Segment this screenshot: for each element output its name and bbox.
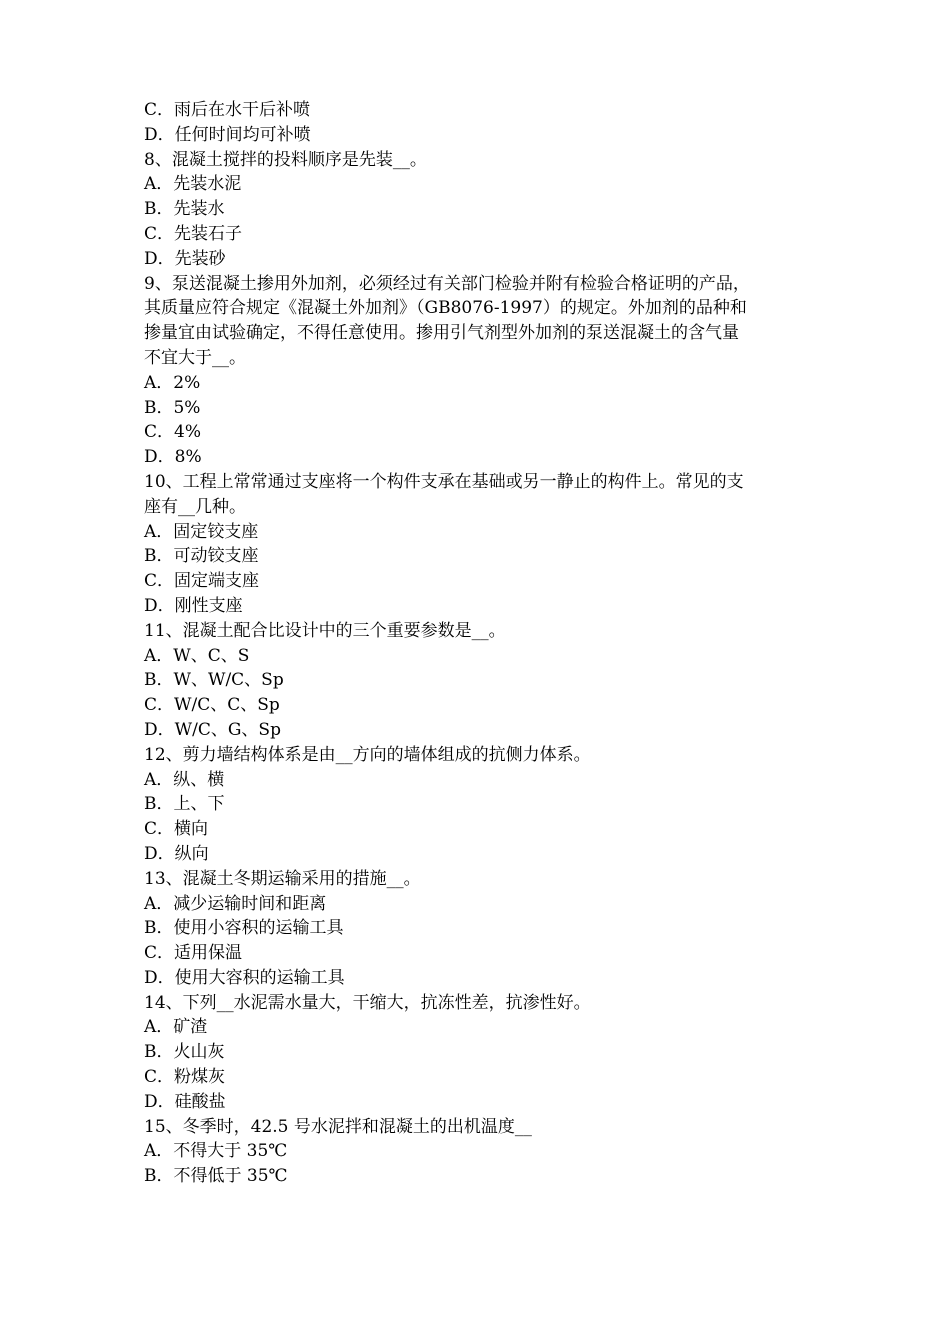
question-text-line: 11、混凝土配合比设计中的三个重要参数是__。	[144, 620, 506, 641]
answer-option: B．上、下	[144, 794, 225, 815]
answer-option: D．硅酸盐	[144, 1091, 226, 1112]
answer-option: D．8%	[144, 447, 202, 468]
answer-option: A．减少运输时间和距离	[144, 893, 327, 914]
answer-option: C．先装石子	[144, 223, 243, 244]
answer-option: A．固定铰支座	[144, 521, 259, 542]
answer-option: D．W/C、G、Sp	[144, 719, 281, 740]
answer-option: C．粉煤灰	[144, 1067, 226, 1088]
question-text-line: 15、冬季时，42.5 号水泥拌和混凝土的出机温度__	[144, 1116, 532, 1137]
answer-option: B．先装水	[144, 199, 225, 220]
answer-option: B．5%	[144, 397, 201, 418]
question-text-line: 不宜大于__。	[144, 347, 246, 368]
question-text-line: 13、混凝土冬期运输采用的措施__。	[144, 868, 421, 889]
answer-option: A．纵、横	[144, 769, 225, 790]
answer-option: D．任何时间均可补喷	[144, 124, 311, 145]
question-text-line: 12、剪力墙结构体系是由__方向的墙体组成的抗侧力体系。	[144, 744, 591, 765]
answer-option: C．固定端支座	[144, 571, 260, 592]
question-text-line: 座有__几种。	[144, 496, 246, 517]
question-text-line: 其质量应符合规定《混凝土外加剂》（GB8076-1997）的规定。外加剂的品种和	[144, 298, 747, 319]
answer-option: A．不得大于 35℃	[144, 1141, 288, 1162]
question-text-line: 14、下列__水泥需水量大，干缩大，抗冻性差，抗渗性好。	[144, 992, 591, 1013]
answer-option: A．2%	[144, 372, 201, 393]
question-text-line: 10、工程上常常通过支座将一个构件支承在基础或另一静止的构件上。常见的支	[144, 471, 744, 492]
question-text-line: 掺量宜由试验确定，不得任意使用。掺用引气剂型外加剂的泵送混凝土的含气量	[144, 323, 739, 344]
answer-option: A．先装水泥	[144, 174, 242, 195]
answer-option: B．可动铰支座	[144, 546, 259, 567]
answer-option: B．火山灰	[144, 1042, 225, 1063]
question-text-line: 8、混凝土搅拌的投料顺序是先装__。	[144, 149, 427, 170]
answer-option: B．W、W/C、Sp	[144, 670, 284, 691]
answer-option: C．横向	[144, 819, 209, 840]
question-text-line: 9、泵送混凝土掺用外加剂，必须经过有关部门检验并附有检验合格证明的产品，	[144, 273, 750, 294]
answer-option: D．使用大容积的运输工具	[144, 967, 345, 988]
answer-option: A．W、C、S	[144, 645, 250, 666]
answer-option: B．不得低于 35℃	[144, 1166, 288, 1187]
answer-option: C．4%	[144, 422, 201, 443]
answer-option: D．纵向	[144, 843, 209, 864]
answer-option: C．适用保温	[144, 943, 243, 964]
answer-option: C．W/C、C、Sp	[144, 695, 280, 716]
answer-option: D．先装砂	[144, 248, 226, 269]
exam-text	[144, 98, 814, 1189]
answer-option: C．雨后在水干后补喷	[144, 100, 311, 120]
answer-option: B．使用小容积的运输工具	[144, 918, 344, 939]
answer-option: A．矿渣	[144, 1017, 208, 1038]
answer-option: D．刚性支座	[144, 595, 243, 616]
